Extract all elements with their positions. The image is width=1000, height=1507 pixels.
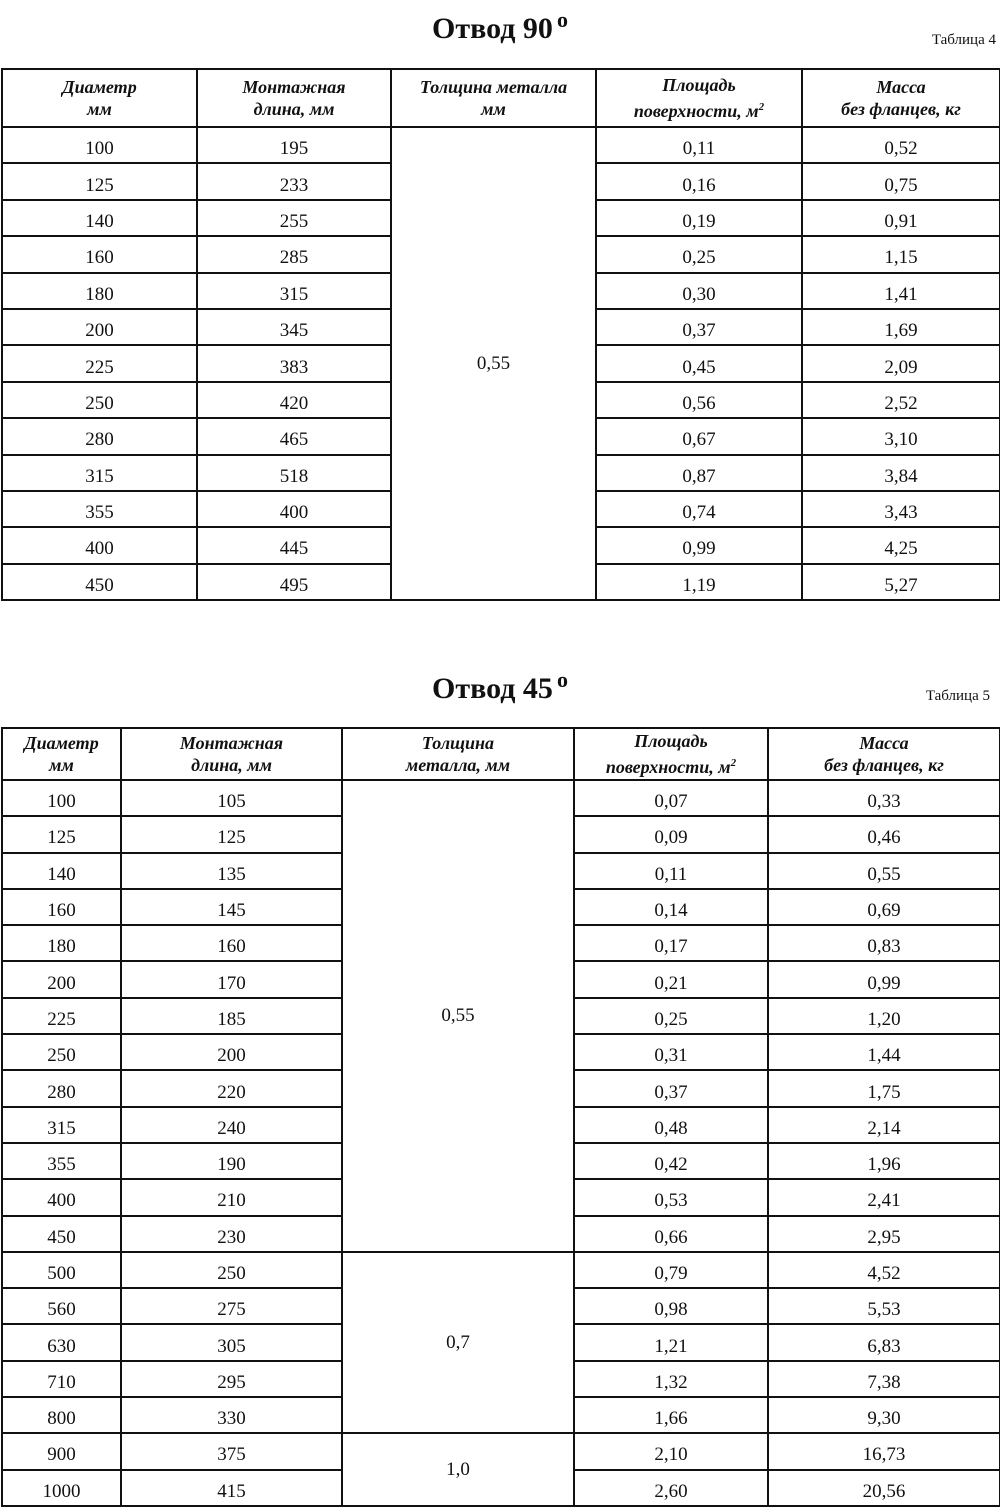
length-cell: 445 — [197, 527, 391, 563]
mass-cell: 9,30 — [768, 1397, 1000, 1433]
area-cell: 0,67 — [596, 418, 802, 454]
length-cell: 295 — [121, 1361, 342, 1397]
length-cell: 233 — [197, 163, 391, 199]
header-line: без фланцев, кг — [841, 99, 961, 119]
length-cell: 145 — [121, 889, 342, 925]
table-row — [2, 1433, 1000, 1469]
table5-degree-sign: o — [556, 667, 568, 692]
diameter-cell: 280 — [2, 1070, 121, 1106]
diameter-cell: 560 — [2, 1288, 121, 1324]
diameter-cell: 250 — [2, 382, 197, 418]
mass-cell: 2,52 — [802, 382, 1000, 418]
length-cell: 383 — [197, 345, 391, 381]
mass-cell: 0,99 — [768, 961, 1000, 997]
table5-header-0 — [2, 728, 121, 780]
diameter-cell: 400 — [2, 1179, 121, 1215]
length-cell: 345 — [197, 309, 391, 345]
diameter-cell: 710 — [2, 1361, 121, 1397]
header-line: Диаметр — [62, 77, 137, 97]
table5-header-4 — [768, 728, 1000, 780]
area-cell: 0,79 — [574, 1252, 768, 1288]
header-line: Толщина — [421, 733, 495, 753]
header-line: мм — [87, 99, 112, 119]
diameter-cell: 355 — [2, 491, 197, 527]
table5-label: Таблица 5 — [925, 688, 990, 704]
diameter-cell: 160 — [2, 889, 121, 925]
diameter-cell: 500 — [2, 1252, 121, 1288]
table4-header-0 — [2, 69, 197, 127]
area-cell: 0,45 — [596, 345, 802, 381]
table4-header-1 — [197, 69, 391, 127]
header-line: Масса — [859, 733, 909, 753]
area-cell: 0,66 — [574, 1216, 768, 1252]
mass-cell: 1,44 — [768, 1034, 1000, 1070]
area-cell: 1,66 — [574, 1397, 768, 1433]
mass-cell: 1,15 — [802, 236, 1000, 272]
length-cell: 255 — [197, 200, 391, 236]
area-cell: 0,42 — [574, 1143, 768, 1179]
length-cell: 190 — [121, 1143, 342, 1179]
diameter-cell: 125 — [2, 163, 197, 199]
length-cell: 200 — [121, 1034, 342, 1070]
table4 — [1, 68, 1000, 601]
area-cell: 1,19 — [596, 564, 802, 600]
length-cell: 240 — [121, 1107, 342, 1143]
table4-title — [0, 2, 1000, 47]
mass-cell: 4,52 — [768, 1252, 1000, 1288]
table-row — [2, 780, 1000, 816]
area-cell: 0,09 — [574, 816, 768, 852]
mass-cell: 1,75 — [768, 1070, 1000, 1106]
header-line: Масса — [876, 77, 926, 97]
diameter-cell: 160 — [2, 236, 197, 272]
length-cell: 220 — [121, 1070, 342, 1106]
area-cell: 0,56 — [596, 382, 802, 418]
length-cell: 195 — [197, 127, 391, 163]
mass-cell: 6,83 — [768, 1324, 1000, 1360]
area-cell: 0,30 — [596, 273, 802, 309]
length-cell: 400 — [197, 491, 391, 527]
length-cell: 415 — [121, 1470, 342, 1506]
thickness-cell: 0,7 — [342, 1252, 574, 1433]
diameter-cell: 315 — [2, 1107, 121, 1143]
length-cell: 315 — [197, 273, 391, 309]
area-cell: 0,87 — [596, 455, 802, 491]
length-cell: 105 — [121, 780, 342, 816]
length-cell: 495 — [197, 564, 391, 600]
diameter-cell: 125 — [2, 816, 121, 852]
mass-cell: 3,43 — [802, 491, 1000, 527]
table5-title-text: Отвод 45 — [432, 672, 553, 705]
mass-cell: 5,27 — [802, 564, 1000, 600]
table5 — [1, 727, 1000, 1507]
mass-cell: 3,84 — [802, 455, 1000, 491]
diameter-cell: 450 — [2, 1216, 121, 1252]
diameter-cell: 180 — [2, 925, 121, 961]
diameter-cell: 180 — [2, 273, 197, 309]
mass-cell: 3,10 — [802, 418, 1000, 454]
header-line: поверхности, м — [633, 101, 759, 121]
area-cell: 0,37 — [596, 309, 802, 345]
table4-header-3 — [596, 69, 802, 127]
area-cell: 0,53 — [574, 1179, 768, 1215]
area-cell: 0,25 — [596, 236, 802, 272]
diameter-cell: 450 — [2, 564, 197, 600]
table4-degree-sign: o — [556, 7, 568, 32]
table5-title — [0, 662, 1000, 707]
area-cell: 0,17 — [574, 925, 768, 961]
mass-cell: 20,56 — [768, 1470, 1000, 1506]
area-cell: 0,11 — [596, 127, 802, 163]
length-cell: 230 — [121, 1216, 342, 1252]
diameter-cell: 630 — [2, 1324, 121, 1360]
diameter-cell: 800 — [2, 1397, 121, 1433]
area-cell: 1,32 — [574, 1361, 768, 1397]
area-cell: 0,99 — [596, 527, 802, 563]
area-cell: 0,21 — [574, 961, 768, 997]
header-line: длина, мм — [191, 755, 272, 775]
table5-header-3 — [574, 728, 768, 780]
length-cell: 135 — [121, 853, 342, 889]
length-cell: 518 — [197, 455, 391, 491]
table-row — [2, 1252, 1000, 1288]
table4-label: Таблица 4 — [931, 32, 996, 48]
area-cell: 0,25 — [574, 998, 768, 1034]
area-cell: 0,48 — [574, 1107, 768, 1143]
mass-cell: 0,46 — [768, 816, 1000, 852]
header-line: мм — [481, 99, 506, 119]
diameter-cell: 140 — [2, 853, 121, 889]
mass-cell: 16,73 — [768, 1433, 1000, 1469]
thickness-cell: 1,0 — [342, 1433, 574, 1506]
header-line: Монтажная — [242, 77, 346, 97]
area-cell: 0,74 — [596, 491, 802, 527]
mass-cell: 2,14 — [768, 1107, 1000, 1143]
diameter-cell: 200 — [2, 961, 121, 997]
mass-cell: 1,41 — [802, 273, 1000, 309]
diameter-cell: 250 — [2, 1034, 121, 1070]
diameter-cell: 140 — [2, 200, 197, 236]
length-cell: 185 — [121, 998, 342, 1034]
table5-header-row — [2, 728, 1000, 780]
mass-cell: 2,09 — [802, 345, 1000, 381]
table5-header-1 — [121, 728, 342, 780]
table4-header-row — [2, 69, 1000, 127]
area-cell: 1,21 — [574, 1324, 768, 1360]
area-cell: 0,98 — [574, 1288, 768, 1324]
diameter-cell: 225 — [2, 998, 121, 1034]
header-line: мм — [49, 755, 74, 775]
diameter-cell: 900 — [2, 1433, 121, 1469]
header-line: Монтажная — [179, 733, 284, 753]
length-cell: 305 — [121, 1324, 342, 1360]
mass-cell: 5,53 — [768, 1288, 1000, 1324]
area-cell: 0,19 — [596, 200, 802, 236]
length-cell: 275 — [121, 1288, 342, 1324]
mass-cell: 0,69 — [768, 889, 1000, 925]
diameter-cell: 1000 — [2, 1470, 121, 1506]
diameter-cell: 355 — [2, 1143, 121, 1179]
mass-cell: 1,96 — [768, 1143, 1000, 1179]
length-cell: 330 — [121, 1397, 342, 1433]
area-cell: 2,60 — [574, 1470, 768, 1506]
header-line: металла, мм — [405, 755, 511, 775]
area-cell: 0,16 — [596, 163, 802, 199]
mass-cell: 7,38 — [768, 1361, 1000, 1397]
area-cell: 0,07 — [574, 780, 768, 816]
superscript: 2 — [758, 101, 765, 113]
length-cell: 465 — [197, 418, 391, 454]
length-cell: 375 — [121, 1433, 342, 1469]
table5-header-2 — [342, 728, 574, 780]
table-row — [2, 127, 1000, 163]
length-cell: 125 — [121, 816, 342, 852]
length-cell: 285 — [197, 236, 391, 272]
mass-cell: 0,83 — [768, 925, 1000, 961]
table4-header-4 — [802, 69, 1000, 127]
diameter-cell: 400 — [2, 527, 197, 563]
mass-cell: 2,41 — [768, 1179, 1000, 1215]
area-cell: 0,11 — [574, 853, 768, 889]
mass-cell: 0,55 — [768, 853, 1000, 889]
mass-cell: 0,75 — [802, 163, 1000, 199]
table4-title-text: Отвод 90 — [432, 12, 553, 45]
mass-cell: 0,91 — [802, 200, 1000, 236]
header-line: Площадь — [634, 731, 708, 751]
header-line: Площадь — [662, 75, 736, 95]
diameter-cell: 100 — [2, 127, 197, 163]
length-cell: 250 — [121, 1252, 342, 1288]
header-line: Толщина металла — [419, 77, 568, 97]
diameter-cell: 200 — [2, 309, 197, 345]
mass-cell: 0,33 — [768, 780, 1000, 816]
superscript: 2 — [730, 757, 737, 769]
diameter-cell: 225 — [2, 345, 197, 381]
header-line: Диаметр — [24, 733, 99, 753]
mass-cell: 4,25 — [802, 527, 1000, 563]
diameter-cell: 280 — [2, 418, 197, 454]
length-cell: 420 — [197, 382, 391, 418]
diameter-cell: 100 — [2, 780, 121, 816]
length-cell: 170 — [121, 961, 342, 997]
diameter-cell: 315 — [2, 455, 197, 491]
header-line: длина, мм — [253, 99, 335, 119]
mass-cell: 0,52 — [802, 127, 1000, 163]
mass-cell: 2,95 — [768, 1216, 1000, 1252]
thickness-cell: 0,55 — [391, 127, 596, 600]
length-cell: 210 — [121, 1179, 342, 1215]
header-line: поверхности, м — [605, 757, 731, 777]
length-cell: 160 — [121, 925, 342, 961]
area-cell: 0,31 — [574, 1034, 768, 1070]
table4-header-2 — [391, 69, 596, 127]
header-line: без фланцев, кг — [824, 755, 944, 775]
area-cell: 0,14 — [574, 889, 768, 925]
area-cell: 2,10 — [574, 1433, 768, 1469]
thickness-cell: 0,55 — [342, 780, 574, 1252]
mass-cell: 1,20 — [768, 998, 1000, 1034]
mass-cell: 1,69 — [802, 309, 1000, 345]
area-cell: 0,37 — [574, 1070, 768, 1106]
